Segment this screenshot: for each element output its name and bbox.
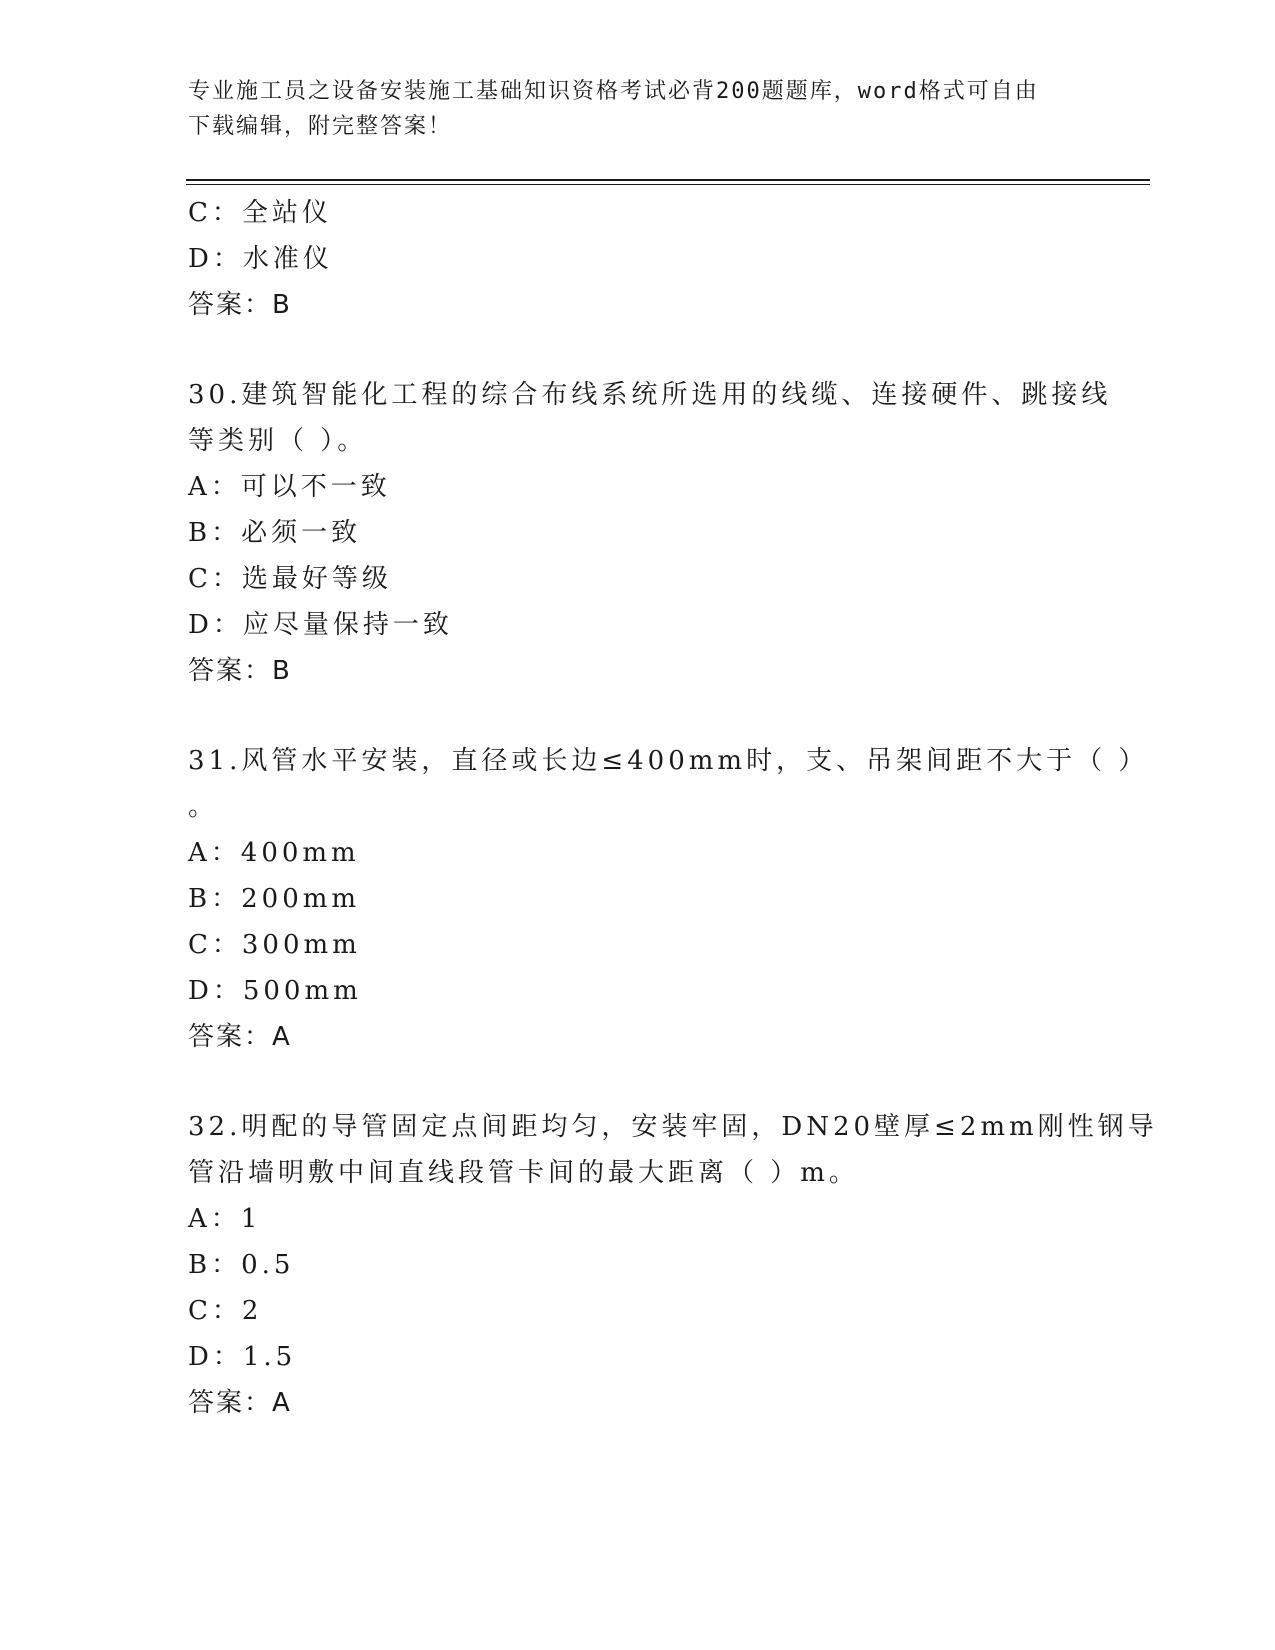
question-31 — [188, 738, 1149, 1060]
document-header — [188, 74, 1068, 144]
option-c: C：300mm — [188, 930, 361, 960]
spacer — [188, 1060, 1088, 1104]
question-stem-line-1: 31.风管水平安装，直径或长边≤400mm时，支、吊架间距不大于（ ） — [188, 746, 1149, 776]
option-b: B：200mm — [188, 884, 361, 914]
header-title-line-2: 下载编辑，附完整答案！ — [188, 114, 453, 139]
option-d: D：应尽量保持一致 — [188, 610, 453, 640]
option-c: C：全站仪 — [188, 198, 332, 228]
option-c: C：2 — [188, 1296, 263, 1326]
answer-line: 答案：A — [188, 1022, 292, 1052]
spacer — [188, 328, 1088, 372]
answer-line: 答案：B — [188, 290, 292, 320]
option-c: C：选最好等级 — [188, 564, 392, 594]
question-stem-line-2: 。 — [188, 792, 219, 822]
option-a: A：1 — [188, 1204, 262, 1234]
option-a: A：400mm — [188, 838, 360, 868]
header-divider-bottom — [186, 184, 1150, 185]
question-stem-line-1: 30.建筑智能化工程的综合布线系统所选用的线缆、连接硬件、跳接线 — [188, 380, 1112, 410]
question-stem-line-1: 32.明配的导管固定点间距均匀，安装牢固，DN20壁厚≤2mm刚性钢导 — [188, 1112, 1158, 1142]
answer-line: 答案：B — [188, 656, 292, 686]
option-d: D：500mm — [188, 976, 362, 1006]
option-b: B：0.5 — [188, 1250, 295, 1280]
spacer — [188, 694, 1088, 738]
question-32 — [188, 1104, 1158, 1426]
header-title-line-1: 专业施工员之设备安装施工基础知识资格考试必背200题题库，word格式可自由 — [188, 79, 1039, 104]
option-d: D：1.5 — [188, 1342, 297, 1372]
answer-line: 答案：A — [188, 1388, 292, 1418]
option-a: A：可以不一致 — [188, 472, 391, 502]
option-b: B：必须一致 — [188, 518, 362, 548]
header-divider-top — [186, 179, 1150, 181]
option-d: D：水准仪 — [188, 244, 333, 274]
question-30 — [188, 372, 1112, 694]
partial-question — [188, 190, 1088, 328]
question-stem-line-2: 等类别（ ）。 — [188, 426, 368, 456]
question-stem-line-2: 管沿墙明敷中间直线段管卡间的最大距离（ ）m。 — [188, 1158, 859, 1188]
question-list — [188, 190, 1158, 1426]
